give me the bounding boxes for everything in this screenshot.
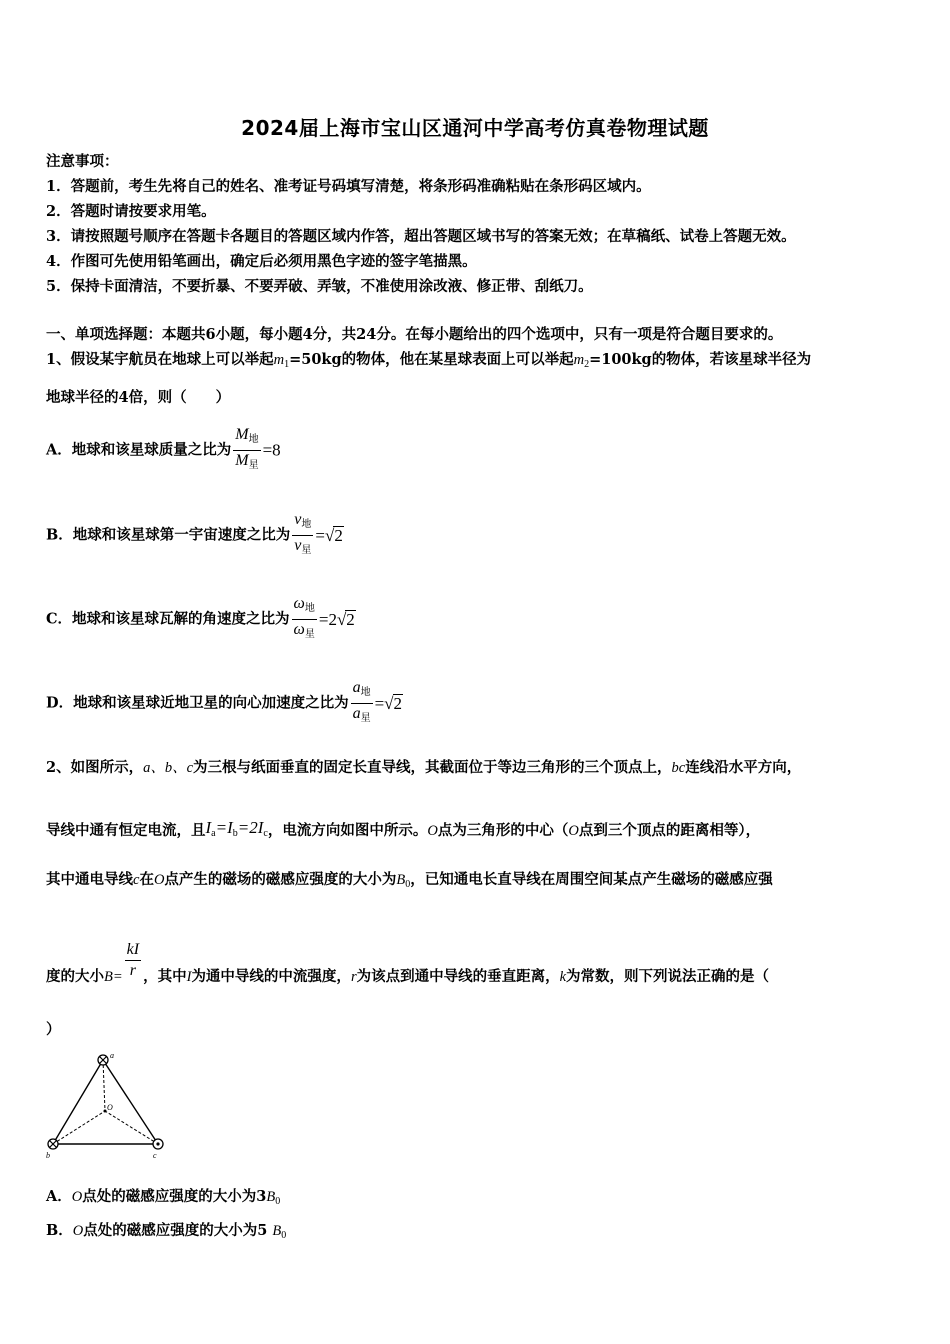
edge-ab — [53, 1060, 103, 1144]
fraction: $\frac{a_地}{a_星}$ — [352, 679, 371, 724]
triangle-wires-figure — [40, 1048, 175, 1168]
notice-heading: 注意事项： — [46, 153, 119, 170]
q1-stem-line2: 地球半径的4倍，则（ ） — [46, 389, 231, 406]
q2-stem-line2: 导线中通有恒定电流，且$I_a=I_b=2I_c$，电流方向如图中所示。O点为三角形的中心（O点到三个顶点的距离相等）， — [46, 818, 761, 839]
dash-co — [105, 1111, 158, 1144]
fraction: $\frac{v_地}{v_星}$ — [294, 511, 312, 556]
wire-c-out-icon — [153, 1139, 163, 1149]
dash-ao — [103, 1060, 105, 1111]
section-heading: 一、单项选择题：本题共6小题，每小题4分，共24分。在每小题给出的四个选项中，只有一项是符合题目要求的。 — [46, 326, 783, 343]
fraction: $\frac{M_地}{M_星}$ — [235, 426, 259, 471]
current-equation: $I_a=I_b=2I_c$ — [205, 818, 268, 839]
notice-item-5: 5．保持卡面清洁，不要折暴、不要弄破、弄皱，不准使用涂改液、修正带、刮纸刀。 — [46, 278, 593, 295]
q2-option-b[interactable]: B．O点处的磁感应强度的大小为5 $B_0$ — [46, 1222, 287, 1241]
q2-stem-line1: 2、如图所示，a、b、c为三根与纸面垂直的固定长直导线，其截面位于等边三角形的三个顶点上，bc连线沿水平方向， — [46, 759, 802, 776]
q1-option-b[interactable]: B．地球和该星球第一宇宙速度之比为 $\frac{v_地}{v_星}$ =√2 — [46, 510, 344, 561]
q1-option-d[interactable]: D．地球和该星球近地卫星的向心加速度之比为 $\frac{a_地}{a_星}$ =√2 — [46, 678, 403, 729]
fraction: $\frac{\omega_地}{\omega_星}$ — [293, 595, 315, 640]
wire-a-into-icon — [98, 1055, 108, 1065]
notice-item-3: 3．请按照题号顺序在答题卡各题目的答题区域内作答，超出答题区域书写的答案无效；在草稿纸、试卷上答题无效。 — [46, 228, 796, 245]
q2-option-a[interactable]: A．O点处的磁感应强度的大小为$3B_0$ — [46, 1188, 281, 1207]
label-o: O — [107, 1103, 113, 1112]
q1-option-c[interactable]: C．地球和该星球瓦解的角速度之比为 $\frac{\omega_地}{\omega_星}$ =2√2 — [46, 594, 356, 645]
notice-item-4: 4．作图可先使用铅笔画出，确定后必须用黑色字迹的签字笔描黑。 — [46, 253, 477, 270]
q2-stem-line4: 度的大小B= $\frac{kI}{r}$ ，其中I为通中导线的中流强度，r为该点到通中导线的垂直距离，k为常数，则下列说法正确的是（ — [46, 941, 770, 985]
notice-item-1: 1．答题前，考生先将自己的姓名、准考证号码填写清楚，将条形码准确粘贴在条形码区域内。 — [46, 178, 651, 195]
fraction: $\frac{kI}{r}$ — [126, 941, 140, 979]
q2-stem-line3: 其中通电导线c在O点产生的磁场的磁感应强度的大小为$B_0$，已知通电长直导线在周围空间某点产生磁场的磁感应强 — [46, 871, 773, 890]
edge-ac — [103, 1060, 158, 1144]
label-a: a — [110, 1051, 114, 1060]
label-b: b — [46, 1151, 50, 1160]
q2-stem-line5: ） — [46, 1021, 61, 1038]
dash-bo — [53, 1111, 105, 1144]
label-c: c — [153, 1151, 157, 1160]
page-title: 2024届上海市宝山区通河中学高考仿真卷物理试题 — [241, 116, 709, 140]
notice-item-2: 2．答题时请按要求用笔。 — [46, 203, 216, 220]
wire-b-into-icon — [48, 1139, 58, 1149]
q1-option-a[interactable]: A．地球和该星球质量之比为 $\frac{M_地}{M_星}$ =8 — [46, 425, 281, 476]
q1-stem-line1: 1、假设某宇航员在地球上可以举起$m_1=50kg$的物体，他在某星球表面上可以举起$m_2=100kg$的物体，若该星球半径为 — [46, 351, 812, 370]
